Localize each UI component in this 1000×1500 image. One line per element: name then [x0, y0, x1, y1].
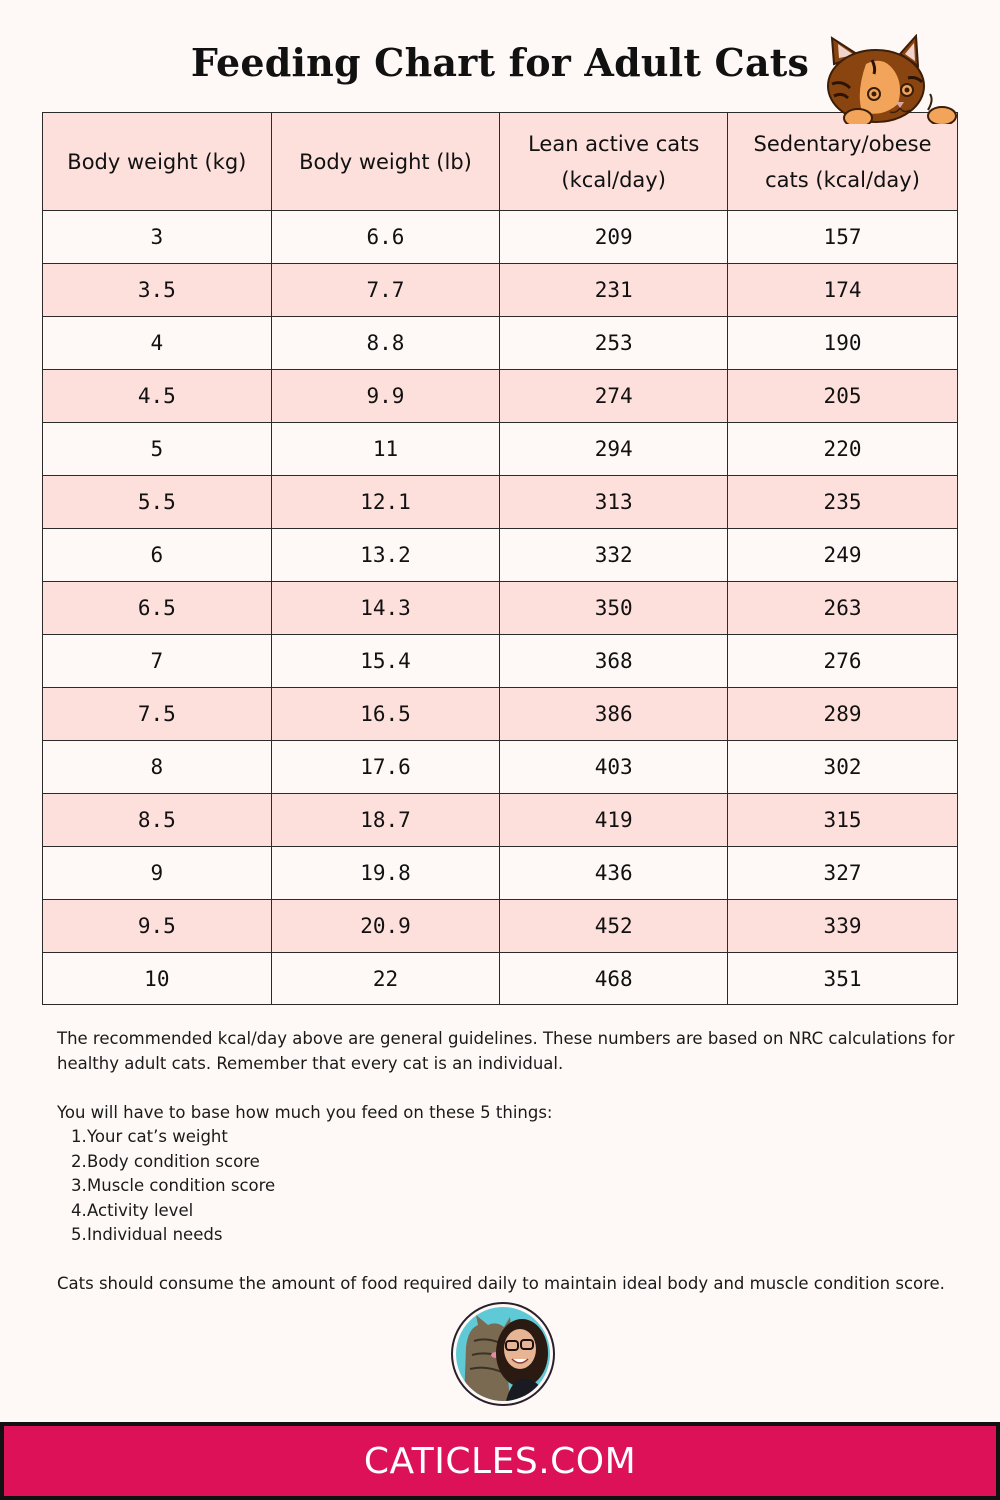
table-cell: 6.5	[43, 582, 272, 635]
table-row	[43, 953, 958, 1005]
table-row	[43, 688, 958, 741]
table-cell: 302	[728, 741, 958, 794]
table-cell: 327	[728, 847, 958, 900]
table-cell: 174	[728, 264, 958, 317]
table-cell: 386	[500, 688, 728, 741]
table-row	[43, 582, 958, 635]
table-cell: 18.7	[271, 794, 500, 847]
header-body-weight-lb: Body weight (lb)	[271, 113, 500, 211]
table-cell: 10	[43, 953, 272, 1005]
table-cell: 12.1	[271, 476, 500, 529]
table-cell: 9.9	[271, 370, 500, 423]
table-cell: 332	[500, 529, 728, 582]
table-cell: 3	[43, 211, 272, 264]
table-cell: 8.5	[43, 794, 272, 847]
table-cell: 350	[500, 582, 728, 635]
table-cell: 17.6	[271, 741, 500, 794]
table-cell: 276	[728, 635, 958, 688]
table-cell: 274	[500, 370, 728, 423]
author-avatar	[451, 1302, 555, 1406]
table-cell: 4.5	[43, 370, 272, 423]
table-row	[43, 529, 958, 582]
table-cell: 19.8	[271, 847, 500, 900]
author-photo-icon	[456, 1307, 550, 1401]
table-cell: 22	[271, 953, 500, 1005]
table-cell: 253	[500, 317, 728, 370]
feeding-chart-table	[42, 112, 958, 1005]
table-cell: 294	[500, 423, 728, 476]
list-item: 3.Muscle condition score	[71, 1176, 276, 1195]
list-item: 1.Your cat’s weight	[71, 1127, 228, 1146]
table-cell: 339	[728, 900, 958, 953]
site-link[interactable]: CATICLES.COM	[363, 1440, 637, 1482]
notes-closing: Cats should consume the amount of food required daily to maintain ideal body and muscle condition score.	[57, 1274, 945, 1293]
notes-section	[57, 1027, 957, 1297]
list-item: 2.Body condition score	[71, 1151, 260, 1171]
table-cell: 13.2	[271, 529, 500, 582]
list-item: 4.Activity level	[71, 1200, 194, 1220]
table-cell: 289	[728, 688, 958, 741]
factors-list	[57, 1125, 957, 1248]
table-cell: 190	[728, 317, 958, 370]
table-cell: 368	[500, 635, 728, 688]
table-cell: 436	[500, 847, 728, 900]
table-cell: 9.5	[43, 900, 272, 953]
table-row	[43, 264, 958, 317]
table-row	[43, 847, 958, 900]
table-cell: 231	[500, 264, 728, 317]
table-row	[43, 476, 958, 529]
table-cell: 157	[728, 211, 958, 264]
table-cell: 263	[728, 582, 958, 635]
table-cell: 6.6	[271, 211, 500, 264]
table-cell: 209	[500, 211, 728, 264]
table-header-row	[43, 113, 958, 211]
table-cell: 16.5	[271, 688, 500, 741]
table-row	[43, 370, 958, 423]
list-item: 5.Individual needs	[71, 1225, 223, 1244]
table-cell: 7.5	[43, 688, 272, 741]
table-cell: 20.9	[271, 900, 500, 953]
table-row	[43, 794, 958, 847]
table-row	[43, 900, 958, 953]
table-cell: 8.8	[271, 317, 500, 370]
table-row	[43, 317, 958, 370]
table-cell: 313	[500, 476, 728, 529]
table-cell: 220	[728, 423, 958, 476]
table-cell: 6	[43, 529, 272, 582]
table-cell: 11	[271, 423, 500, 476]
table-cell: 315	[728, 794, 958, 847]
table-cell: 3.5	[43, 264, 272, 317]
table-cell: 14.3	[271, 582, 500, 635]
page-title: Feeding Chart for Adult Cats	[190, 40, 810, 85]
table-cell: 403	[500, 741, 728, 794]
footer-banner	[0, 1422, 1000, 1500]
table-cell: 9	[43, 847, 272, 900]
table-cell: 4	[43, 317, 272, 370]
table-cell: 15.4	[271, 635, 500, 688]
header-body-weight-kg: Body weight (kg)	[43, 113, 272, 211]
notes-list-intro: You will have to base how much you feed on these 5 things:	[57, 1102, 553, 1122]
table-cell: 235	[728, 476, 958, 529]
table-cell: 419	[500, 794, 728, 847]
table-cell: 5	[43, 423, 272, 476]
table-cell: 8	[43, 741, 272, 794]
table-row	[43, 635, 958, 688]
table-cell: 7.7	[271, 264, 500, 317]
table-cell: 7	[43, 635, 272, 688]
cat-mascot-icon	[812, 34, 962, 124]
table-cell: 249	[728, 529, 958, 582]
table-cell: 351	[728, 953, 958, 1005]
table-row	[43, 423, 958, 476]
table-row	[43, 211, 958, 264]
notes-intro: The recommended kcal/day above are general guidelines. These numbers are based on NRC calculations for healthy adult cats. Remember that every cat is an individual.	[57, 1029, 955, 1073]
header-sedentary-obese-kcal: Sedentary/obese cats (kcal/day)	[728, 113, 958, 211]
table-cell: 205	[728, 370, 958, 423]
table-cell: 468	[500, 953, 728, 1005]
header-lean-active-kcal: Lean active cats (kcal/day)	[500, 113, 728, 211]
table-cell: 452	[500, 900, 728, 953]
table-row	[43, 741, 958, 794]
table-cell: 5.5	[43, 476, 272, 529]
